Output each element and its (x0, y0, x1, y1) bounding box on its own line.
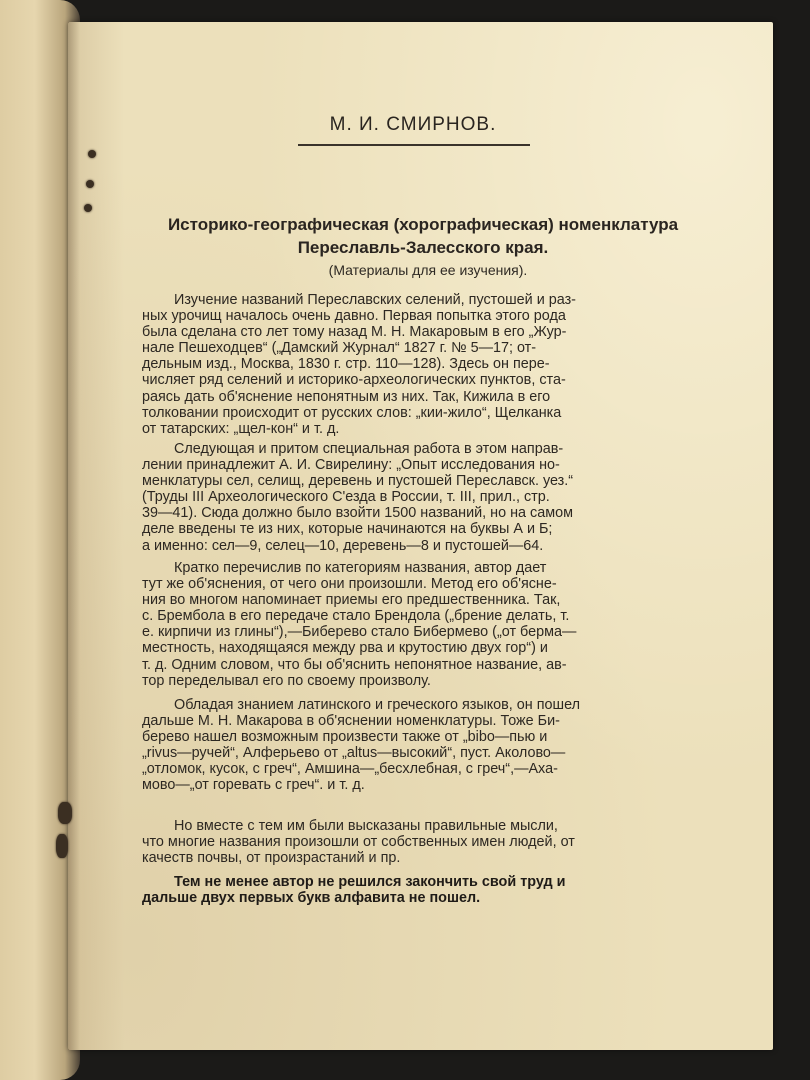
text-line: деле введены те из них, которые начинаются на буквы А и Б; (142, 521, 553, 538)
binding-hole (88, 150, 96, 158)
text-line: менклатуры сел, селищ, деревень и пустошей Переславск. уез.“ (142, 473, 574, 490)
text-line: Кратко перечислив по категориям названия, автор дает (174, 560, 547, 576)
paragraph (142, 818, 724, 866)
text-line: а именно: сел—9, селец—10, деревень—8 и пустошей—64. (142, 537, 544, 554)
text-line: числяет ряд селений и историко-археологических пунктов, ста- (142, 372, 566, 389)
author-name: М. И. СМИРНОВ. (329, 114, 497, 135)
text-line: Обладая знанием латинского и греческого языков, он пошел (174, 697, 581, 713)
text-line: „отломок, кусок, с греч“, Амшина—„бесхлебная, с греч“,—Аха- (142, 761, 558, 778)
text-line: дальше двух первых букв алфавита не пошел. (142, 890, 481, 907)
text-line: Но вместе с тем им были высказаны правильные мысли, (174, 818, 558, 834)
text-line: тут же об'яснения, от чего они произошли. Метод его об'ясне- (142, 576, 557, 593)
text-line: лении принадлежит А. И. Свирелину: „Опыт исследования но- (142, 457, 560, 474)
binding-hole (86, 180, 94, 188)
text-line: (Труды III Археологического С'езда в России, т. III, прил., стр. (142, 489, 550, 506)
paragraph (142, 560, 724, 689)
text-line: с. Брембола в его передаче стало Брендола („брение делать, т. (142, 608, 570, 625)
title-line-2: Переславль-Залесского края. (297, 238, 549, 257)
text-line: „rivus—ручей“, Алферьево от „altus—высокий“, пуст. Аколово— (142, 745, 566, 762)
text-line: Тем не менее автор не решился закончить свой труд и (174, 874, 566, 890)
binding-hole (84, 204, 92, 212)
text-line: 39—41). Сюда должно было взойти 1500 названий, но на самом (142, 505, 574, 522)
paragraph (142, 441, 724, 554)
binding-damage (58, 802, 72, 824)
document-page (68, 22, 773, 1050)
binding-shadow (68, 22, 80, 1050)
paragraph (142, 292, 724, 437)
text-line: толковании происходит от русских слов: „кии-жило“, Щелканка (142, 404, 562, 421)
paragraph (142, 697, 724, 794)
text-line: мово—„от горевать с греч“. и т. д. (142, 777, 365, 794)
text-line: т. д. Одним словом, что бы об'яснить непонятное название, ав- (142, 656, 567, 673)
text-line: дальше М. Н. Макарова в об'яснении номенклатуры. Тоже Би- (142, 713, 560, 730)
text-line: берево нашел возможным произвести также от „bibo—пью и (142, 729, 548, 746)
text-line: была сделана сто лет тому назад М. Н. Макаровым в его „Жур- (142, 324, 567, 341)
text-line: дельным изд., Москва, 1830 г. стр. 110—128). Здесь он пере- (142, 356, 550, 373)
paragraph (142, 874, 724, 906)
text-line: местность, находящаяся между рва и крутостию двух гор“) и (142, 640, 548, 657)
text-line: от татарских: „щел-кон“ и т. д. (142, 420, 340, 437)
author-underline (298, 144, 530, 146)
text-line: тор переделывал его по своему произволу. (142, 672, 431, 689)
text-line: нале Пешеходцев“ („Дамский Журнал“ 1827 г. № 5—17; от- (142, 340, 537, 357)
text-line: Следующая и притом специальная работа в этом направ- (174, 441, 564, 457)
title-line-1: Историко-географическая (хорографическая) номенклатура (167, 215, 679, 234)
text-line: что многие названия произошли от собственных имен людей, от (142, 834, 575, 851)
subtitle: (Материалы для ее изучения). (328, 262, 528, 278)
text-line: раясь дать об'яснение непонятным из них. Так, Кижила в его (142, 388, 551, 405)
text-line: ных урочищ началось очень давно. Первая попытка этого рода (142, 308, 566, 325)
text-line: ния во многом напоминает приемы его предшественника. Так, (142, 592, 561, 609)
text-line: качеств почвы, от произрастаний и пр. (142, 850, 401, 867)
binding-damage (56, 834, 68, 858)
text-line: Изучение названий Переславских селений, пустошей и раз- (174, 292, 576, 308)
text-line: е. кирпичи из глины“),—Биберево стало Бибермево („от берма— (142, 624, 577, 641)
